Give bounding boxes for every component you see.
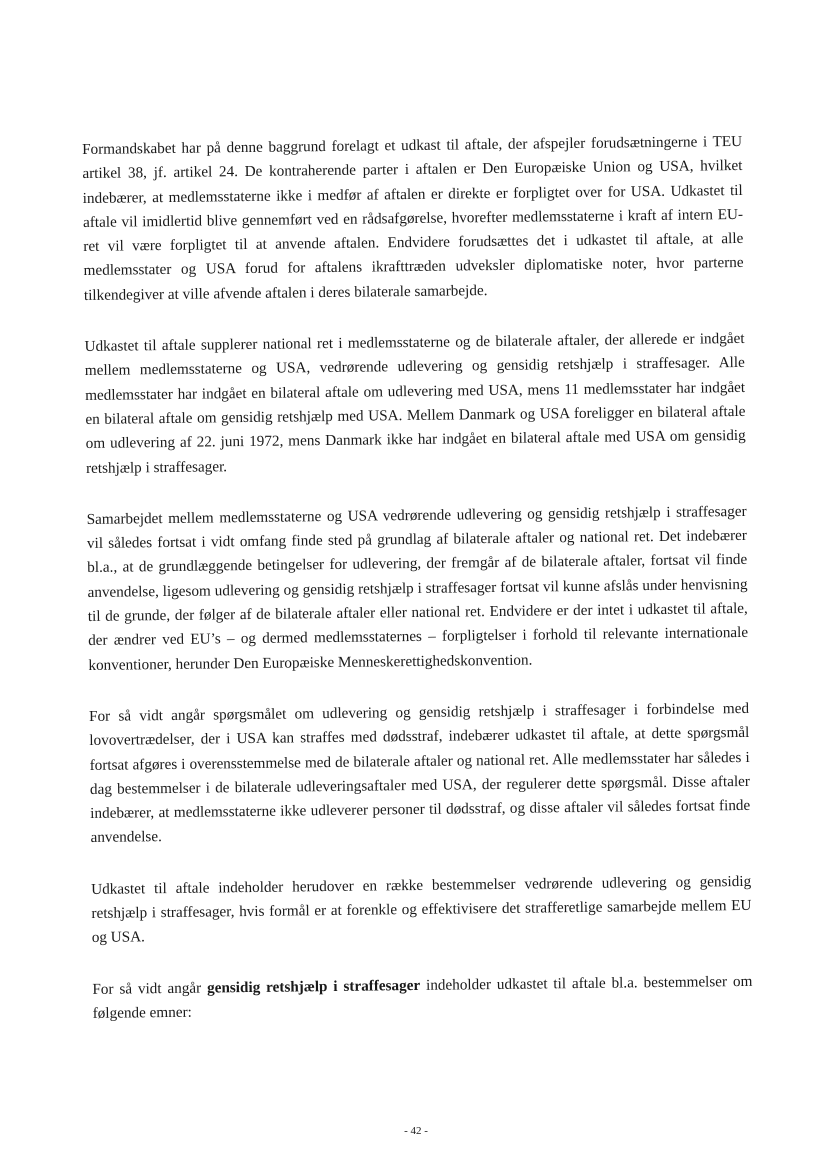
paragraph-text-before: For så vidt angår xyxy=(92,979,208,998)
paragraph: Samarbejdet mellem medlemsstaterne og USA vedrørende udlevering og gensidig retshjælp i straffesager vil således fortsat i vidt omfang finde sted på grundlag af bilaterale aftaler og national ret. Det indebærer bl.a., at de grundlæggende betingelser for udlevering, der fremgår af de bilaterale aftaler, fortsat vil finde anvendelse, ligesom udlevering og gensidig retshjælp i straffesager fortsat vil kunne afslås under henvisning til de grunde, der følger af de bilaterale aftaler eller national ret. Endvidere er der intet i udkastet til aftale, der ændrer ved EU’s – og dermed medlemsstaternes – forpligtelser i forhold til relevante internationale konventioner, herunder Den Europæiske Menneskerettighedskonvention. xyxy=(86,502,749,674)
paragraph: Formandskabet har på denne baggrund forelagt et udkast til aftale, der afspejler forudsætningerne i TEU artikel 38, jf. artikel 24. De kontraherende parter i aftalen er Den Europæiske Union og USA, hvilket indebærer, at medlemsstaterne ikke i medfør af aftalen er direkte er forpligtet over for USA. Udkastet til aftale vil imidlertid blive gennemført ved en rådsafgørelse, hvorefter medlemsstaterne i kraft af intern EU-ret vil være forpligtet til at anvende aftalen. Endvidere forudsættes det i udkastet til aftale, at alle medlemsstater og USA forud for aftalens ikrafttræden udveksler diplomatiske noter, hvor parterne tilkendegiver at ville afvende aftalen i deres bilaterale samarbejde. xyxy=(82,132,744,304)
bold-term: gensidig retshjælp i straffesager xyxy=(206,976,421,997)
paragraph: For så vidt angår spørgsmålet om udlevering og gensidig retshjælp i straffesager i forbindelse med lovovertrædelser, der i USA kan straffes med dødsstraf, indebærer udkastet til aftale, at dette spørgsmål fortsat afgøres i overensstemmelse med de bilaterale aftaler og national ret. Alle medlemsstater har således i dag bestemmelser i de bilaterale udleveringsaftaler med USA, der regulerer dette spørgsmål. Disse aftaler indebærer, at medlemsstaterne ikke udleverer personer til dødsstraf, og disse aftaler vil således fortsat finde anvendelse. xyxy=(88,699,751,847)
paragraph: Udkastet til aftale supplerer national ret i medlemsstaterne og de bilaterale aftaler, der allerede er indgået mellem medlemsstaterne og USA, vedrørende udlevering og gensidig retshjælp i straffesager. Alle medlemsstater har indgået en bilateral aftale om udlevering med USA, mens 11 medlemsstater har indgået en bilateral aftale om gensidig retshjælp med USA. Mellem Danmark og USA foreligger en bilateral aftale om udlevering af 22. juni 1972, mens Danmark ikke har indgået en bilateral aftale med USA om gensidig retshjælp i straffesager. xyxy=(84,329,746,477)
page-number: - 42 - xyxy=(404,1125,428,1137)
document-page xyxy=(82,130,753,1053)
paragraph: Udkastet til aftale indeholder herudover en række bestemmelser vedrørende udlevering og gensidig retshjælp i straffesager, hvis formål er at forenkle og effektivisere det strafferetlige samarbejde mellem EU og USA. xyxy=(91,872,752,947)
paragraph-text-after: indeholder udkastet til aftale bl.a. bestemmelser om følgende emner: xyxy=(92,972,753,1022)
paragraph-with-bold-term xyxy=(92,969,753,1026)
